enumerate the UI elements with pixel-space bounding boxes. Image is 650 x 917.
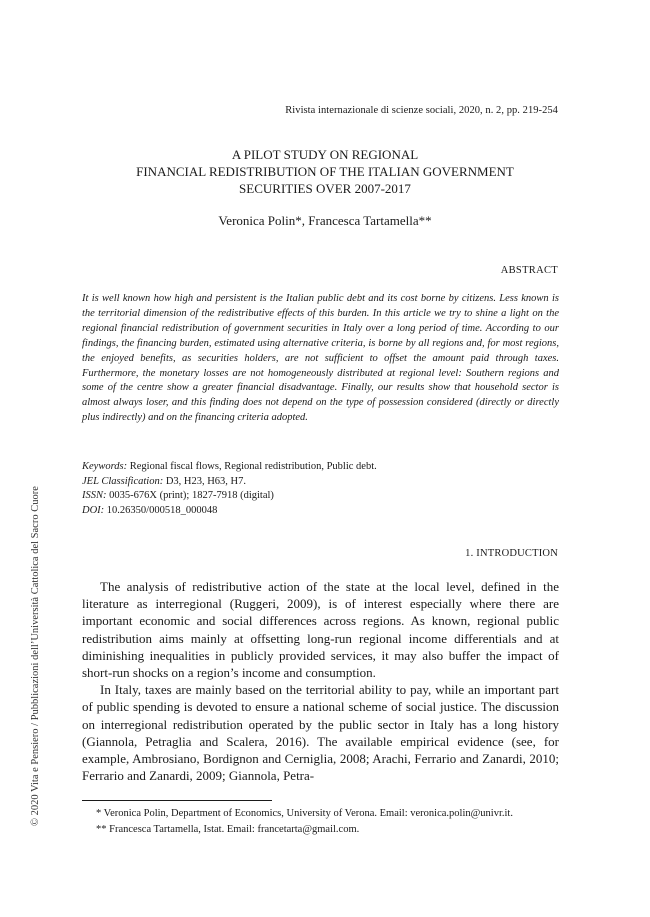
abstract-text: It is well known how high and persistent is the Italian public debt and its cost borne by citizens. Less known is the territorial dimension of the redistributive effects of this burden. In this article we try to shine a light on the regional financial redistribution of government securities in Italy over a long period of time. According to our findings, the financing burden, estimated using alternative criteria, is borne by all regions and, for most regions, the enjoyed benefits, as securities holders, are not sufficient to offset the amount paid through taxes. Furthermore, the monetary losses are not homogeneously distributed at regional level: Southern regions and some of the centre show a greater financial disadvantage. Finally, our results show that household sector is almost always loser, and this finding does not depend on the type of possession considered (directly or directly plus indirectly) and on the financing criteria adopted. [82,293,559,424]
article-title [0,146,650,197]
journal-reference: Rivista internazionale di scienze sociali, 2020, n. 2, pp. 219-254 [285,105,558,116]
doi-line [82,504,559,519]
article-metadata [82,460,559,518]
body-paragraph: In Italy, taxes are mainly based on the territorial ability to pay, while an important part of public spending is devoted to ensure a national scheme of social justice. The discussion on interregional redistribution operated by the public sector in Italy has a long history (Giannola, Petraglia and Scalera, 2016). The available empirical evidence (see, for example, Ambrosiano, Bordignon and Cerniglia, 2008; Arachi, Ferrario and Zanardi, 2010; Ferrario and Zanardi, 2009; Giannola, Petra- [82,682,559,784]
issn-value: 0035-676X (print); 1827-7918 (digital) [106,490,274,501]
body-text [82,578,559,784]
footnote: * Veronica Polin, Department of Economics, University of Verona. Email: veronica.polin@univr.it. [96,808,513,819]
jel-line [82,475,559,490]
jel-value: D3, H23, H63, H7. [163,475,247,487]
keywords-label: Keywords: [82,461,128,472]
authors: Veronica Polin*, Francesca Tartamella** [218,213,432,228]
jel-label: JEL Classification: [82,475,164,487]
section-heading: 1. INTRODUCTION [465,548,558,559]
title-line: SECURITIES OVER 2007-2017 [239,181,411,196]
side-copyright: © 2020 Vita e Pensiero / Pubblicazioni dell’Università Cattolica del Sacro Cuore [30,486,41,826]
issn-label: ISSN: [82,490,107,501]
body-paragraph: The analysis of redistributive action of the state at the local level, defined in the literature as interregional (Ruggeri, 2009), is of interest especially where there are important economic and social differences across regions. As known, regional public redistribution aims mainly at offsetting long-run regional income differentials and at diminishing inequalities in publicly provided services, it may also buffer the impact of short-run shocks on a region’s income and consumption. [82,579,559,681]
keywords-line [82,460,559,475]
doi-label: DOI: [82,504,105,516]
abstract-heading: ABSTRACT [500,265,558,276]
footnote-divider [82,800,272,801]
title-line: FINANCIAL REDISTRIBUTION OF THE ITALIAN GOVERNMENT [136,164,514,179]
issn-line [82,489,559,504]
keywords-value: Regional fiscal flows, Regional redistribution, Public debt. [127,461,377,472]
footnotes [82,806,559,837]
footnote: ** Francesca Tartamella, Istat. Email: francetarta@gmail.com. [96,823,360,835]
title-line: A PILOT STUDY ON REGIONAL [231,147,419,162]
doi-value: 10.26350/000518_000048 [104,504,218,516]
